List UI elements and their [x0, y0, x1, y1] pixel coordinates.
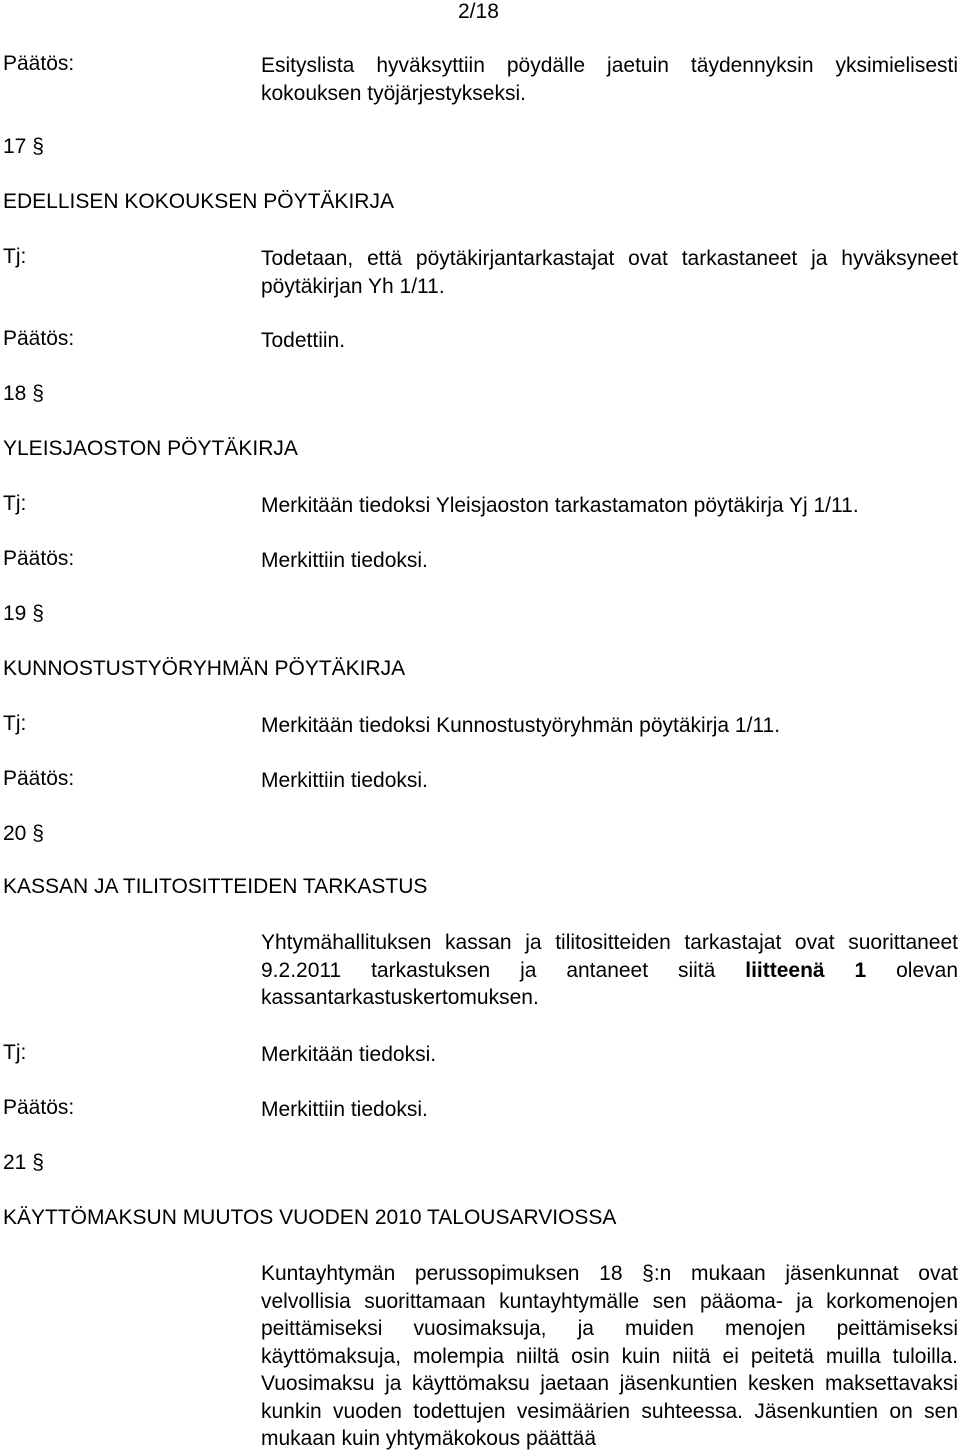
section-title: KASSAN JA TILITOSITTEIDEN TARKASTUS — [3, 875, 428, 898]
proposal-text: Merkitään tiedoksi Yleisjaoston tarkastamaton pöytäkirja Yj 1/11. — [261, 494, 859, 517]
section-number: 19 § — [3, 602, 44, 625]
decision-label: Päätös: — [3, 52, 75, 75]
section-title: KÄYTTÖMAKSUN MUUTOS VUODEN 2010 TALOUSARVIOSSA — [3, 1206, 617, 1229]
decision-label: Päätös: — [3, 767, 75, 790]
proposal-text: Todetaan, että pöytäkirjantarkastajat ovat tarkastaneet ja hyväksyneet pöytäkirjan Yh 1/11. — [261, 247, 958, 298]
proposal-text: Merkitään tiedoksi Kunnostustyöryhmän pöytäkirja 1/11. — [261, 714, 781, 737]
body-text-end: olevan kassantarkastuskertomuksen. — [261, 958, 959, 1009]
section-title: EDELLISEN KOKOUKSEN PÖYTÄKIRJA — [3, 190, 394, 213]
proposal-label: Tj: — [3, 492, 27, 515]
section-number: 20 § — [3, 822, 44, 845]
decision-text: Todettiin. — [261, 329, 346, 352]
decision-label: Päätös: — [3, 1096, 75, 1119]
section-number: 18 § — [3, 382, 44, 405]
decision-text: Merkittiin tiedoksi. — [261, 549, 428, 572]
page-number: 2/18 — [458, 0, 499, 23]
section-number: 21 § — [3, 1151, 44, 1174]
body-text: Kuntayhtymän perussopimuksen 18 §:n mukaan jäsenkunnat ovat velvollisia suorittamaan kuntayhtymälle sen pääoma- ja korkomenojen peittämiseksi vuosimaksuja, ja muiden menojen peittämiseksi käyttömaksuja, molempia niiltä osin kuin niitä ei peitetä muilla tuloilla. Vuosimaksu ja käyttömaksu jaetaan jäsenkuntien kesken maksettavaksi kunkin vuoden todettujen vesimäärien suhteessa. Jäsenkuntien on sen mukaan kuin yhtymäkokous päättää — [261, 1262, 958, 1450]
decision-label: Päätös: — [3, 547, 75, 570]
proposal-label: Tj: — [3, 712, 27, 735]
proposal-text: Merkitään tiedoksi. — [261, 1043, 437, 1066]
section-title: KUNNOSTUSTYÖRYHMÄN PÖYTÄKIRJA — [3, 657, 406, 680]
proposal-label: Tj: — [3, 245, 27, 268]
body-text-start: Yhtymähallituksen kassan ja tilitositteiden tarkastajat ovat suorittaneet 9.2.2011 tarkastuksen ja antaneet siitä — [261, 931, 958, 982]
decision-text: Merkittiin tiedoksi. — [261, 769, 428, 792]
body-text — [261, 929, 958, 1012]
section-title: YLEISJAOSTON PÖYTÄKIRJA — [3, 437, 298, 460]
decision-label: Päätös: — [3, 327, 75, 350]
section-number: 17 § — [3, 135, 44, 158]
proposal-label: Tj: — [3, 1041, 27, 1064]
decision-text: Esityslista hyväksyttiin pöydälle jaetuin täydennyksin yksimielisesti kokouksen työjärjestykseksi. — [261, 54, 958, 105]
decision-text: Merkittiin tiedoksi. — [261, 1098, 428, 1121]
attachment-reference: liitteenä 1 — [745, 958, 867, 982]
